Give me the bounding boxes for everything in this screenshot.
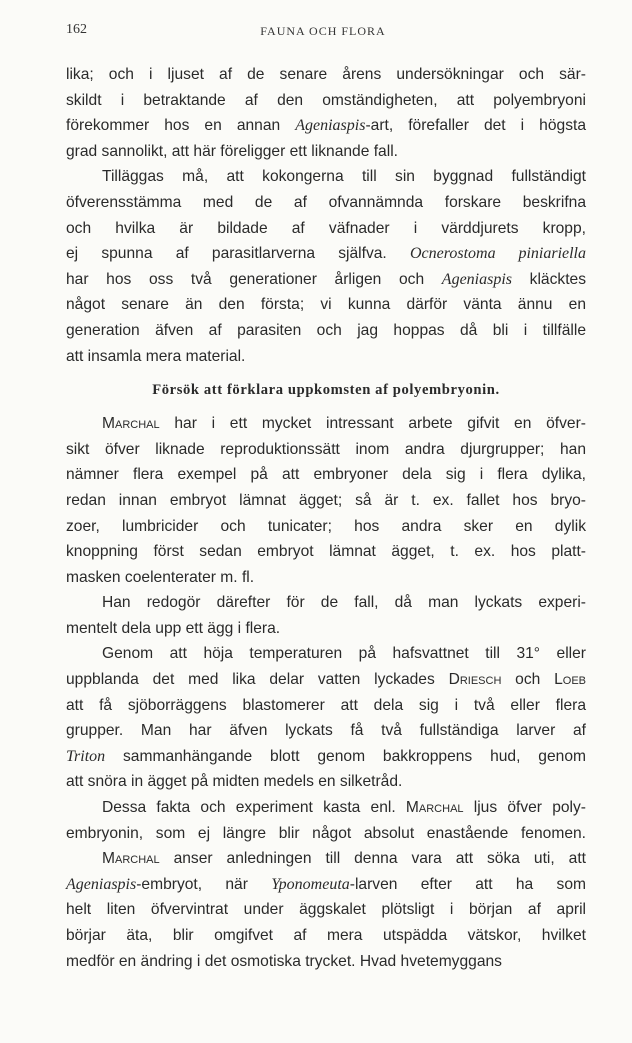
text-segment: sammanhängande blott genom bakkroppens hud, genom [105, 747, 586, 765]
text-segment: anser anledningen till denna vara att söka uti, att [159, 850, 586, 868]
text-segment: Han redogör därefter för de fall, då man lyckats experi- [102, 594, 586, 612]
text-segment: att insamla mera material. [66, 347, 246, 365]
text-line [66, 897, 586, 923]
author-name: Marchal [102, 850, 160, 868]
text-line [66, 344, 586, 370]
text-segment: -art, förefaller det i högsta [365, 117, 586, 135]
text-line [66, 949, 586, 975]
text-segment: medför en ändring i det osmotiska trycket. Hvad hvetemyggans [66, 952, 502, 970]
text-line [66, 267, 586, 293]
text-line [66, 514, 586, 540]
text-line [66, 693, 586, 719]
italic-term: Ageniaspis [66, 875, 137, 893]
text-line [66, 846, 586, 872]
text-segment: lika; och i ljuset af de senare årens undersökningar och sär- [66, 66, 586, 83]
text-segment: Dessa fakta och experiment kasta enl. [102, 799, 406, 817]
text-segment: att få sjöborräggens blastomerer att dela sig i två eller flera [66, 696, 586, 714]
text-line [66, 113, 586, 139]
text-segment: redan innan embryot lämnat ägget; så är t. ex. fallet hos bryo- [66, 491, 586, 509]
text-segment: och hvilka är bildade af väfnader i värddjurets kropp, [66, 219, 586, 237]
author-name: Loeb [554, 671, 587, 689]
italic-term: Ageniaspis [441, 270, 513, 288]
page-number: 162 [66, 22, 87, 37]
author-name: Marchal [102, 415, 160, 433]
text-line [66, 616, 586, 642]
text-line [66, 437, 586, 463]
text-segment: grupper. Man har äfven lyckats få två fullständiga larver af [66, 722, 586, 740]
text-line [66, 795, 586, 821]
text-segment: zoer, lumbricider och tunicater; hos andra sker en dylik [66, 517, 586, 535]
text-line [66, 88, 586, 114]
text-segment: att snöra in ägget på midten medels en silketråd. [66, 773, 403, 791]
italic-term: Triton [66, 747, 106, 765]
text-segment: helt liten öfvervintrat under äggskalet plötsligt i början af april [66, 901, 586, 919]
text-segment: masken coelenterater m. fl. [66, 568, 255, 586]
text-segment: nämner flera exempel på att embryoner dela sig i flera dylika, [66, 466, 586, 484]
italic-term: Yponomeuta [271, 875, 350, 893]
text-segment: -embryot, när [136, 875, 272, 893]
text-line [66, 872, 586, 898]
text-segment: generation äfven af parasiten och jag hoppas då bli i tillfälle [66, 321, 586, 339]
text-segment: skildt i betraktande af den omständigheten, att polyembryoni [66, 91, 586, 109]
text-segment: börjar äta, blir omgifvet af mera utspädda vätskor, hvilket [66, 927, 586, 944]
text-line [66, 821, 586, 847]
text-line [66, 590, 586, 616]
text-line [66, 923, 586, 949]
text-segment: något senare än den första; vi kunna därför vänta ännu en [66, 296, 586, 314]
italic-term: Ageniaspis [295, 117, 366, 135]
text-segment: har i ett mycket intressant arbete gifvit en öfver- [159, 415, 586, 433]
text-line [66, 216, 586, 242]
text-segment: ljus öfver poly- [463, 799, 586, 817]
text-line [66, 190, 586, 216]
text-segment: och [501, 671, 555, 689]
text-line [66, 292, 586, 318]
text-segment: sikt öfver liknade reproduktionssätt inom andra djurgrupper; han [66, 440, 586, 458]
text-line [66, 241, 586, 267]
text-line [66, 139, 586, 165]
text-line [66, 718, 586, 744]
text-segment: öfverensstämma med de af ofvannämnda forskare beskrifna [66, 193, 586, 211]
text-line [66, 565, 586, 591]
text-line [66, 667, 586, 693]
text-segment: ej spunna af parasitlarverna själfva. [66, 245, 410, 263]
text-line [66, 539, 586, 565]
text-line [66, 411, 586, 437]
text-segment: grad sannolikt, att här föreligger ett liknande fall. [66, 142, 398, 160]
text-segment: kläcktes [512, 270, 586, 288]
text-segment: Genom att höja temperaturen på hafsvattnet till 31° eller [102, 645, 586, 663]
section-heading: Försök att förklara uppkomsten af polyembryonin. [152, 382, 500, 399]
text-segment: embryonin, som ej längre blir något absolut enastående fenomen. [66, 824, 586, 842]
italic-term: Ocnerostoma piniariella [409, 245, 587, 263]
body-text [66, 62, 586, 974]
text-line [66, 641, 586, 667]
text-segment: förekommer hos en annan [66, 117, 296, 135]
text-line [66, 488, 586, 514]
text-segment: uppblanda det med lika delar vatten lyckades [66, 671, 449, 689]
running-title: FAUNA OCH FLORA [260, 24, 386, 38]
text-segment: knoppning först sedan embryot lämnat ägget, t. ex. hos platt- [66, 543, 586, 561]
text-segment: -larven efter att ha som [349, 875, 586, 893]
text-line [66, 62, 586, 88]
author-name: Marchal [405, 799, 464, 817]
text-line [66, 769, 586, 795]
author-name: Driesch [448, 671, 502, 689]
text-line [66, 462, 586, 488]
text-line [66, 744, 586, 770]
text-segment: Tilläggas må, att kokongerna till sin byggnad fullständigt [102, 168, 586, 186]
text-segment: har hos oss två generationer årligen och [66, 270, 442, 288]
text-segment: mentelt dela upp ett ägg i flera. [66, 619, 281, 637]
text-line [66, 164, 586, 190]
text-line [66, 318, 586, 344]
